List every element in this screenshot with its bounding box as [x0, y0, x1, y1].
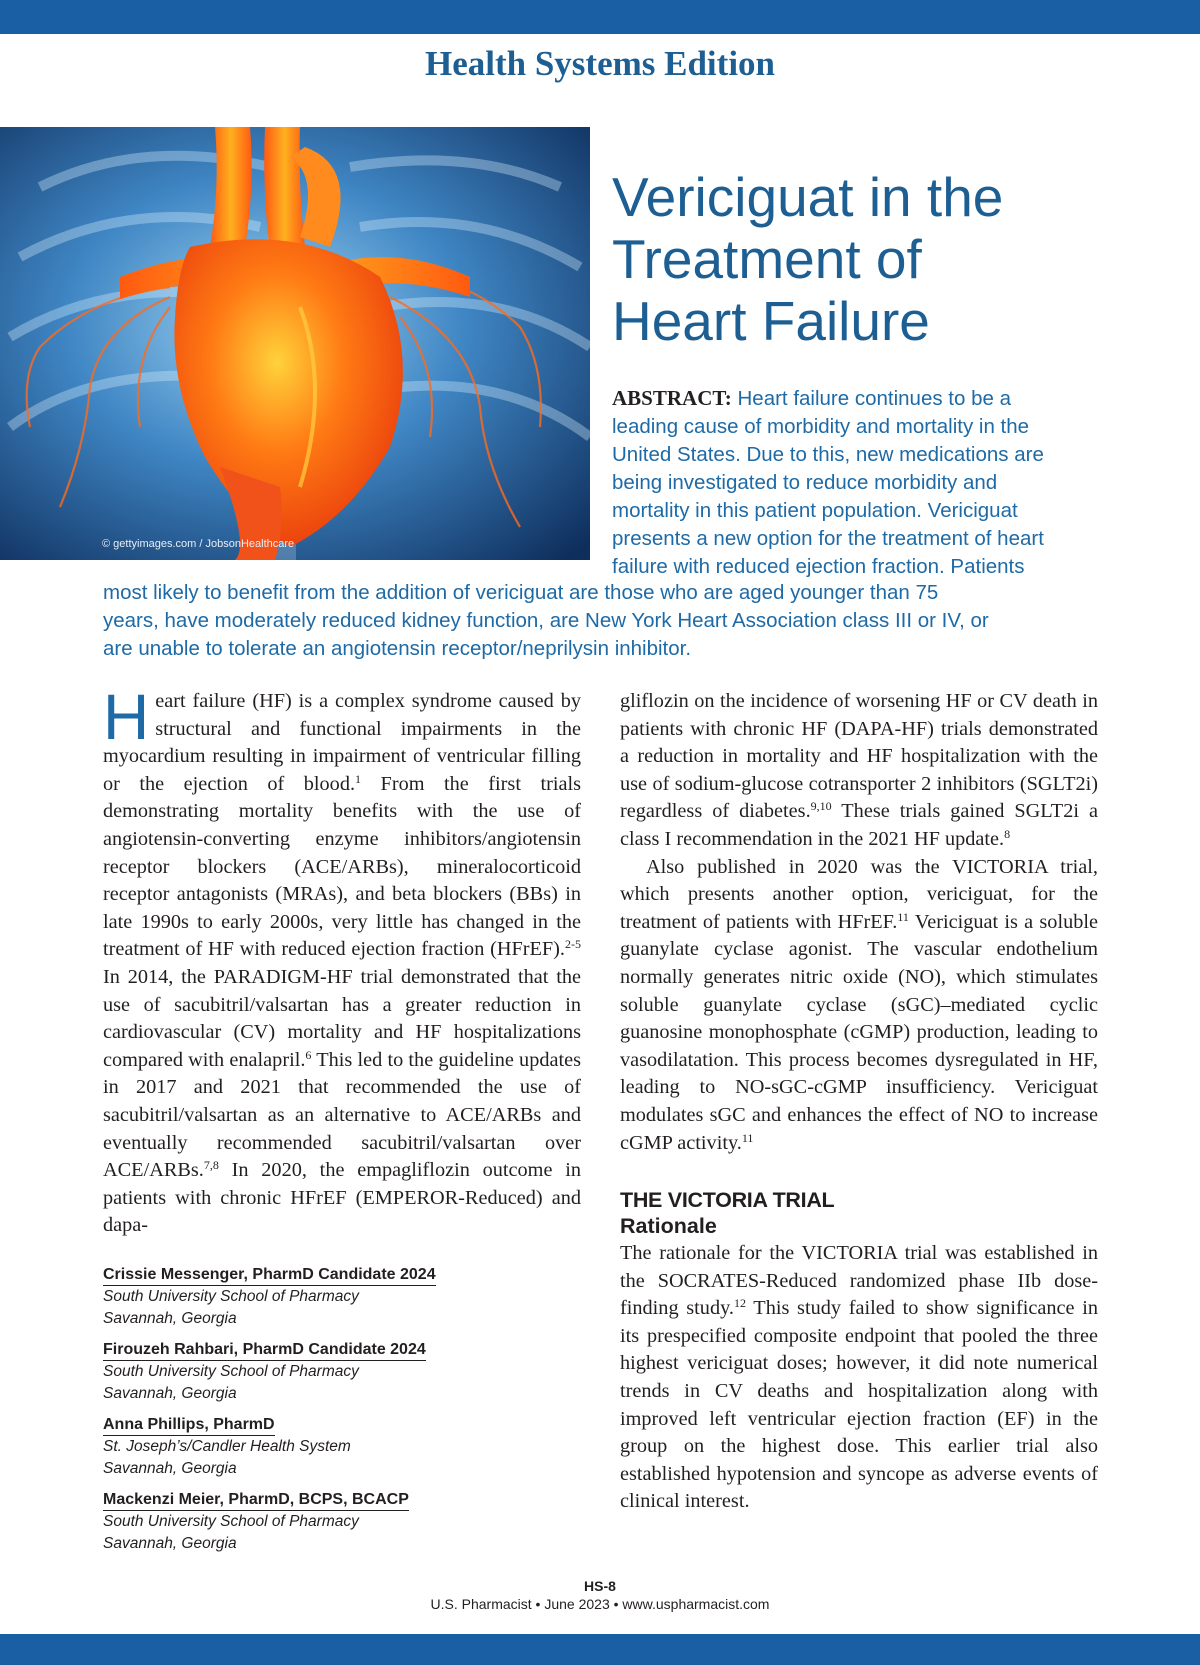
abstract-line: being investigated to reduce morbidity and — [612, 471, 998, 494]
top-color-bar — [0, 0, 1200, 34]
body-paragraph: Heart failure (HF) is a complex syndrome caused by structural and functional impairments in the myocardium resulting in impairment of ventricular filling or the ejection of blood.$^1$ From the first trials demonstrating mortality benefits with the use of angiotensin-converting enzyme inhibitors/angiotensin receptor blockers (ACE/ARBs), mineralocorticoid receptor antagonists (MRAs), and beta blockers (BBs) in late 1990s to early 2000s, very little has changed in the treatment of HF with reduced ejection fraction (HFrEF).$^{2-5}$ In 2014, the PARADIGM-HF trial demonstrated that the use of sacubitril/valsartan has a greater reduction in cardiovascular (CV) mortality and HF hospitalizations compared with enalapril.$^6$ This led to the guideline updates in 2017 and 2021 that recommended the use of sacubitril/valsartan as an alternative to ACE/ARBs and eventually recommended sacubitril/valsartan over ACE/ARBs.$^{7,8}$ In 2020, the empagliflozin outcome in patients with chronic HFrEF (EMPEROR-Reduced) and dapa- — [103, 681, 582, 1237]
author — [103, 1489, 573, 1554]
abstract-line: leading cause of morbidity and mortality in the — [612, 415, 1030, 438]
edition-heading: Health Systems Edition — [424, 44, 776, 83]
reference: 11 — [741, 1130, 754, 1145]
abstract-narrow — [612, 384, 1182, 581]
abstract-line: United States. Due to this, new medications are — [612, 443, 1044, 466]
reference: 7,8 — [203, 1158, 219, 1173]
abstract-label: ABSTRACT: — [612, 386, 732, 410]
author — [103, 1264, 573, 1329]
title-line: Vericiguat in the — [612, 166, 1004, 228]
body-paragraph: The rationale for the VICTORIA trial was established in the SOCRATES-Reduced randomized phase IIb dose-finding study.$^{12}$ This study failed to show significance in its prespecified composite endpoint that pooled the three highest vericiguat doses; however, it did note numerical trends in CV deaths and hospitalization along with improved left ventricular ejection fraction (EF) in the group on the highest dose. This earlier trial also established hypotension and syncope as adverse events of clinical interest. — [620, 1242, 1098, 1513]
body-column-right — [620, 688, 1098, 1516]
journal-info: U.S. Pharmacist • June 2023 • www.uspharmacist.com — [430, 1596, 770, 1612]
body-paragraph: gliflozin on the incidence of worsening HF or CV death in patients with chronic HF (DAPA-HF) trials demonstrated a reduction in mortality and HF hospitalization with the use of sodium-glucose cotransporter 2 inhibitors (SGLT2i) regardless of diabetes.$^{9,10}$ These trials gained SGLT2i a class I recommendation in the 2021 HF update.$^8$ — [620, 690, 1098, 850]
page-number: HS-8 — [584, 1578, 616, 1594]
author-name: Anna Phillips, PharmD — [103, 1414, 275, 1436]
reference: 6 — [305, 1047, 312, 1062]
abstract-full — [103, 579, 1103, 663]
author-location: Savannah, Georgia — [103, 1309, 237, 1327]
abstract-line: presents a new option for the treatment of heart — [612, 527, 1044, 550]
author-affiliation: South University School of Pharmacy — [103, 1513, 359, 1530]
author-affiliation: South University School of Pharmacy — [103, 1363, 359, 1380]
abstract-line: failure with reduced ejection fraction. Patients — [612, 555, 1025, 578]
author-name: Firouzeh Rahbari, PharmD Candidate 2024 — [103, 1339, 426, 1361]
author-affiliation: South University School of Pharmacy — [103, 1288, 359, 1305]
reference: 12 — [733, 1296, 746, 1311]
abstract-line: are unable to tolerate an angiotensin receptor/neprilysin inhibitor. — [103, 637, 692, 660]
bottom-color-bar — [0, 1634, 1200, 1665]
title-line: Heart Failure — [612, 290, 930, 352]
reference: 8 — [1004, 826, 1011, 841]
abstract-line: mortality in this patient population. Vericiguat — [612, 499, 1018, 522]
reference: 2-5 — [565, 937, 581, 952]
body-column-left — [103, 681, 582, 1240]
drop-cap: H — [103, 681, 150, 753]
abstract-line: most likely to benefit from the addition of vericiguat are those who are aged younger than 75 — [103, 581, 939, 604]
author-location: Savannah, Georgia — [103, 1459, 237, 1477]
title-line: Treatment of — [612, 228, 922, 290]
author — [103, 1339, 573, 1404]
section-heading: THE VICTORIA TRIAL — [620, 1188, 835, 1213]
author-name: Crissie Messenger, PharmD Candidate 2024 — [103, 1264, 436, 1286]
subsection-heading: Rationale — [620, 1214, 717, 1239]
image-credit: © gettyimages.com / JobsonHealthcare — [102, 538, 295, 550]
reference: 9,10 — [810, 799, 832, 814]
author-name: Mackenzi Meier, PharmD, BCPS, BCACP — [103, 1489, 409, 1511]
heart-illustration — [0, 127, 590, 560]
abstract-line: Heart failure continues to be a — [737, 387, 1011, 410]
author-affiliation: St. Joseph’s/Candler Health System — [103, 1438, 351, 1455]
author — [103, 1414, 573, 1479]
abstract-line: years, have moderately reduced kidney function, are New York Heart Association class III or IV, or — [103, 609, 989, 632]
reference: 1 — [355, 771, 362, 786]
page-footer — [0, 1578, 1200, 1614]
author-location: Savannah, Georgia — [103, 1384, 237, 1402]
article-title — [612, 166, 1172, 352]
reference: 11 — [897, 909, 909, 924]
body-paragraph: Also published in 2020 was the VICTORIA trial, which presents another option, vericiguat, for the treatment of patients with HFrEF.$^{11}$ Vericiguat is a soluble guanylate cyclase agonist. The vascular endothelium normally generates nitric oxide (NO), which stimulates soluble guanylate cyclase (sGC)–mediated cyclic guanosine monophosphate (cGMP) production, leading to vasodilatation. This process becomes dysregulated in HF, leading to NO-sGC-cGMP insufficiency. Vericiguat modulates sGC and enhances the effect of NO to increase cGMP activity.$^{11}$ — [620, 855, 1098, 1154]
author-location: Savannah, Georgia — [103, 1534, 237, 1552]
author-list — [103, 1264, 573, 1564]
